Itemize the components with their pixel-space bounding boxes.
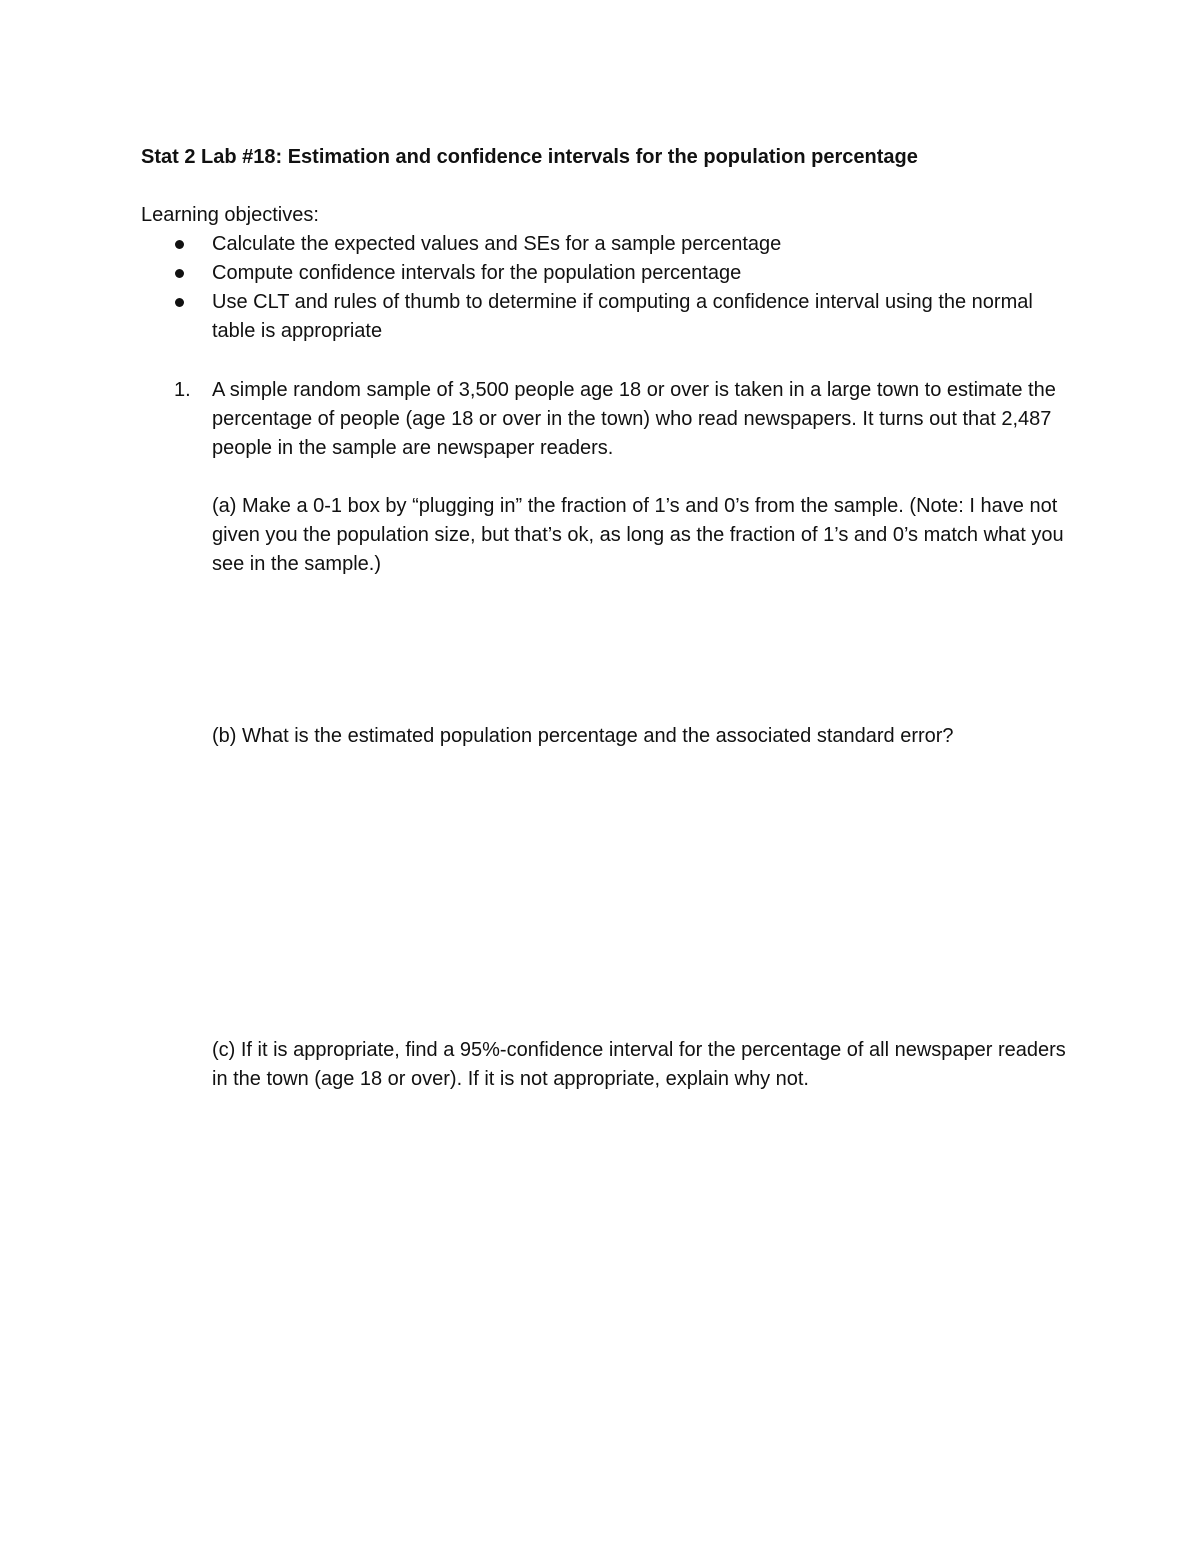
objective-text: Use CLT and rules of thumb to determine if computing a confidence interval using the normal table is appropriate — [212, 291, 1033, 342]
bullet-icon — [175, 269, 184, 278]
objective-item — [141, 230, 1061, 259]
objective-item — [141, 288, 1061, 346]
question-number: 1. — [174, 379, 191, 401]
question-text: A simple random sample of 3,500 people age 18 or over is taken in a large town to estimate the percentage of people (age 18 or over in the town) who read newspapers. It turns out that 2,487 people in the sample are newspaper readers. — [212, 379, 1056, 459]
question-part-a: (a) Make a 0-1 box by “plugging in” the fraction of 1’s and 0’s from the sample. (Note: I have not given you the population size, but that’s ok, as long as the fraction of 1’s and 0’s match what you see in the sample.) — [212, 495, 1064, 575]
bullet-icon — [175, 298, 184, 307]
objectives-heading: Learning objectives: — [141, 204, 319, 226]
bullet-icon — [175, 240, 184, 249]
question-part-b: (b) What is the estimated population percentage and the associated standard error? — [212, 725, 954, 747]
question-part-c: (c) If it is appropriate, find a 95%-confidence interval for the percentage of all newspaper readers in the town (age 18 or over). If it is not appropriate, explain why not. — [212, 1039, 1066, 1090]
document-title: Stat 2 Lab #18: Estimation and confidence intervals for the population percentage — [141, 146, 918, 168]
objectives-list — [141, 230, 1061, 346]
question-1 — [141, 376, 1071, 463]
objective-item — [141, 259, 1061, 288]
objective-text: Calculate the expected values and SEs for a sample percentage — [212, 233, 782, 255]
objective-text: Compute confidence intervals for the population percentage — [212, 262, 742, 284]
